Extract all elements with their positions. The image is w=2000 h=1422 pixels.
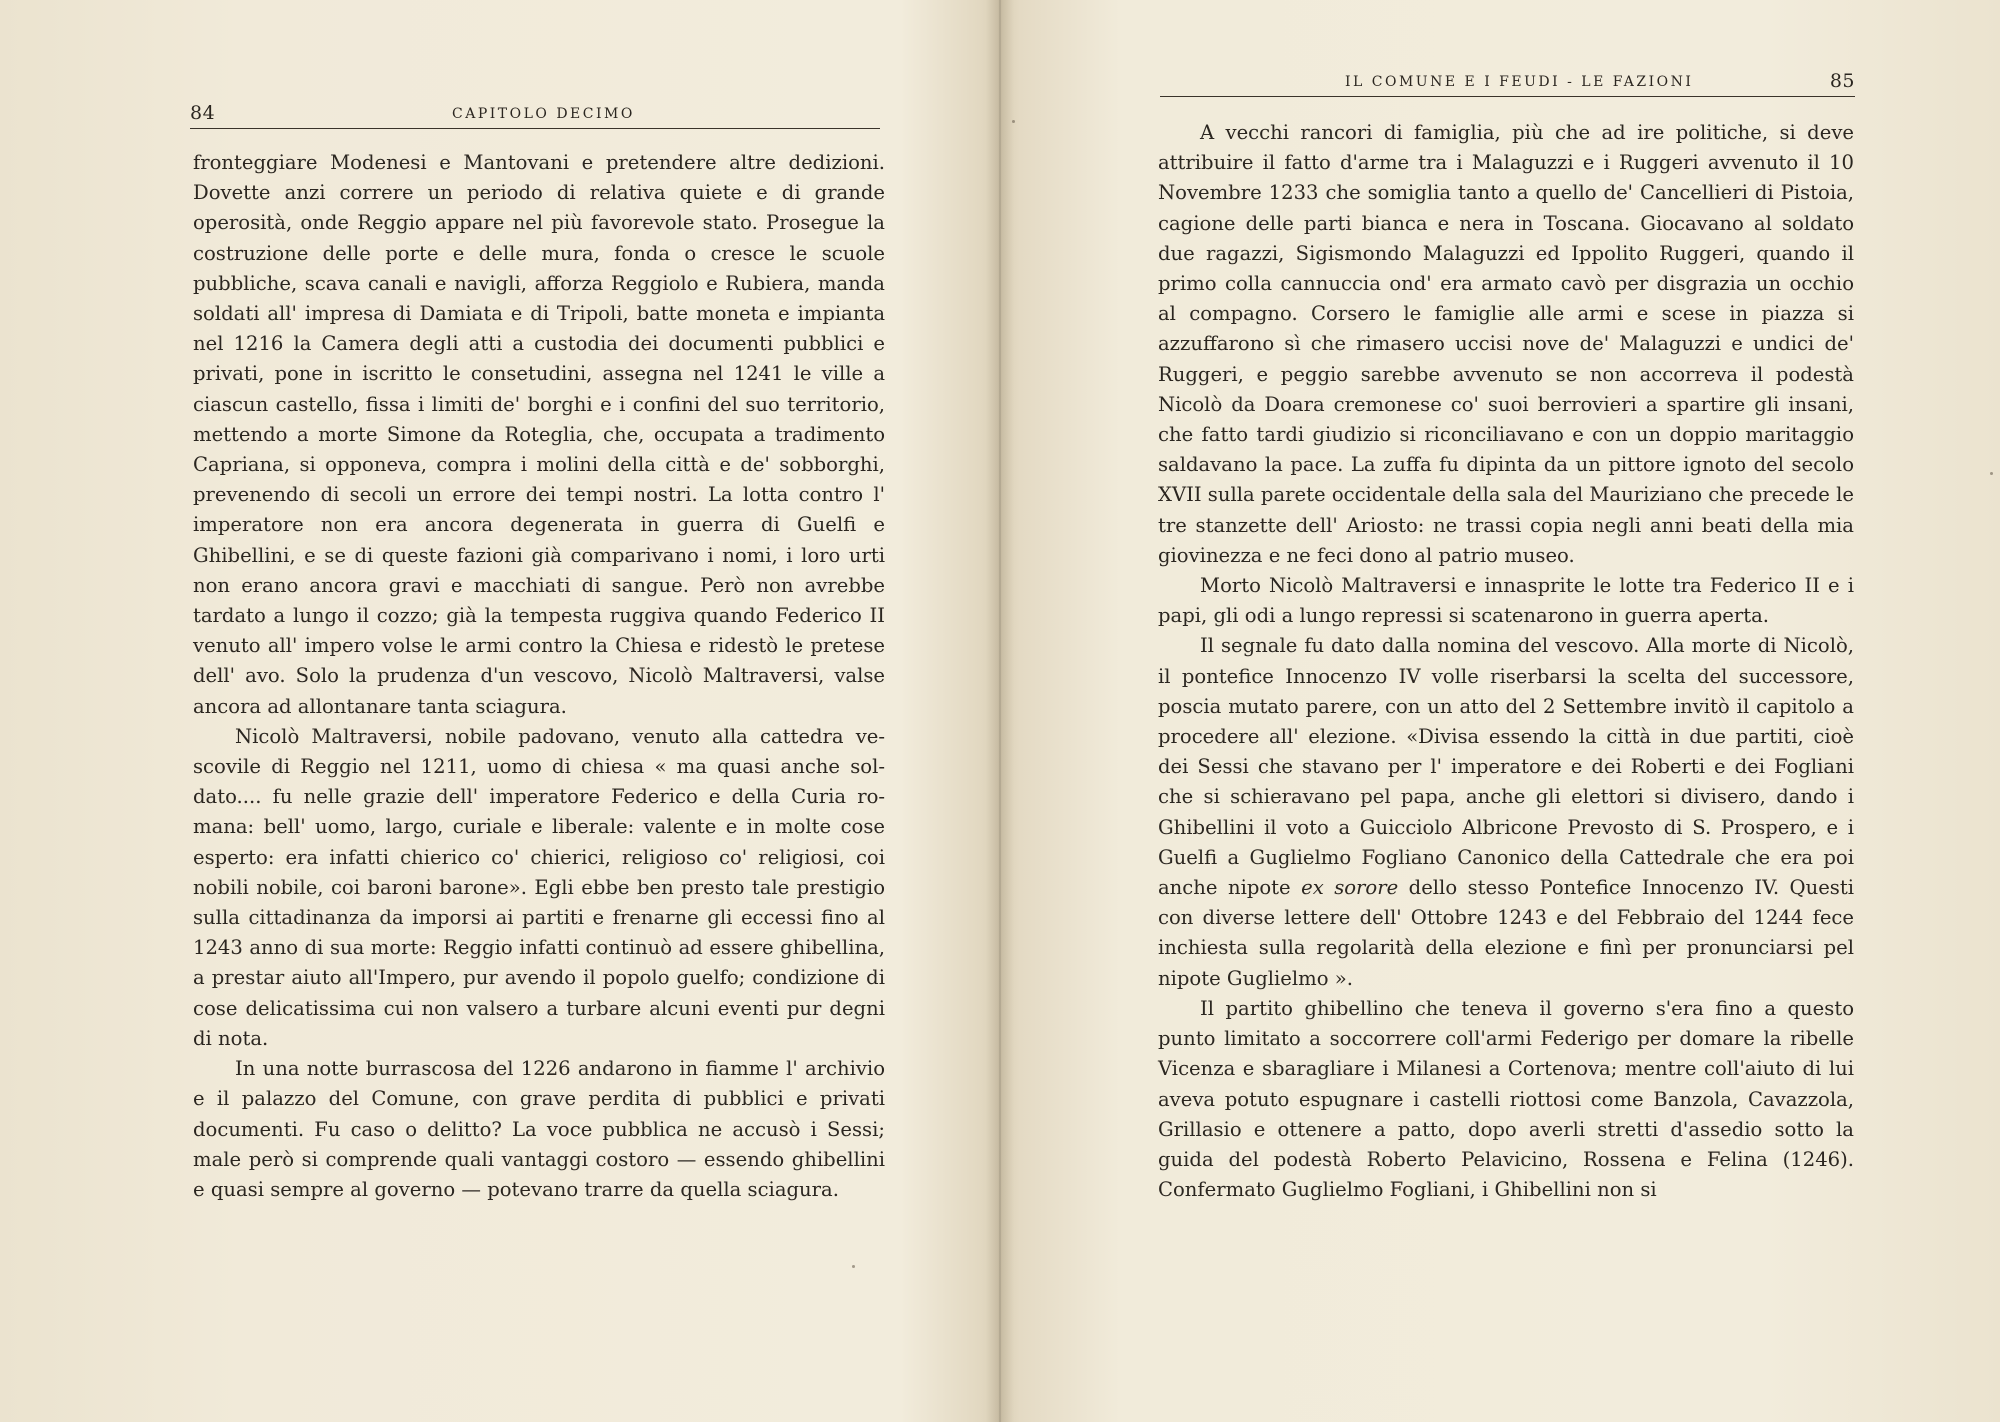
- paper-speck: [852, 1265, 855, 1268]
- right-body-text: [1158, 118, 1854, 1205]
- right-paragraph-1: A vecchi rancori di famiglia, più che ad ire politiche, si deve attribuire il fatto d'arme tra i Malaguzzi e i Ruggeri avvenuto il 10 Novembre 1233 che somiglia tanto a quello de' Cancellieri di Pistoia, cagione delle parti bianca e nera in Toscana. Giocavano al soldato due ragazzi, Sigismondo Malaguzzi ed Ippolito Ruggeri, quando il primo colla cannuccia ond' era armato cavò per disgrazia un occhio al compagno. Corsero le famiglie alle armi e scese in piazza si azzuffarono sì che rimasero uccisi nove de' Malaguzzi e undici de' Ruggeri, e peggio sarebbe avvenuto se non accorreva il podestà Nicolò da Doara cremonese co' suoi berrovieri a spartire gli insani, che fatto tardi giudizio si riconciliavano e con un doppio maritaggio saldavano la pace. La zuffa fu dipinta da un pittore ignoto del secolo XVII sulla parete occidentale della sala del Mauriziano che precede le tre stanzette dell' Ariosto: ne trassi copia negli anni beati della mia giovinezza e ne feci dono al patrio museo.: [1158, 121, 1854, 567]
- left-paragraph-3: In una notte burrascosa del 1226 andarono in fiamme l' archivio e il palazzo del Comune, con grave perdita di pubblici e privati documenti. Fu caso o delitto? La voce pubblica ne accusò i Sessi; male però si comprende quali vantaggi costoro — essendo ghibellini e quasi sempre al governo — potevano trarre da quella sciagura.: [193, 1057, 885, 1201]
- left-running-title: CAPITOLO DECIMO: [452, 106, 635, 122]
- right-page-number: 85: [1829, 70, 1855, 92]
- left-page: [0, 0, 990, 1422]
- left-body-text: [193, 148, 885, 1205]
- left-page-header: [190, 88, 880, 129]
- italic-ex-sorore: ex sorore: [1301, 876, 1399, 900]
- left-page-number: 84: [190, 102, 216, 124]
- right-page-header: [1160, 56, 1855, 97]
- right-page: [1010, 0, 2000, 1422]
- right-paragraph-4: Il partito ghibellino che teneva il governo s'era fino a questo punto limitato a soccorrere coll'armi Federigo per domare la ribelle Vicenza e sbaragliare i Milanesi a Cortenova; mentre coll'aiuto di lui aveva potuto espugnare i castelli riottosi come Banzola, Cavazzola, Grillasio e ottenere a patto, dopo averli stretti d'assedio sotto la guida del podestà Roberto Pelavicino, Rossena e Felina (1246). Confermato Guglielmo Fogliani, i Ghibellini non si: [1158, 996, 1854, 1202]
- left-paragraph-2: Nicolò Maltraversi, nobile padovano, venuto alla cattedra vescovile di Reggio nel 1211, uomo di chiesa « ma quasi anche soldato.... fu nelle grazie dell' imperatore Federico e della Curia romana: bell' uomo, largo, curiale e liberale: valente e in molte cose esperto: era infatti chierico co' chierici, religioso co' religiosi, coi nobili nobile, coi baroni barone». Egli ebbe ben presto tale prestigio sulla cittadinanza da imporsi ai partiti e frenarne gli eccessi fino al 1243 anno di sua morte: Reggio infatti continuò ad essere ghibellina, a prestar aiuto all'Impero, pur avendo il popolo guelfo; condizione di cose delicatissima cui non valsero a turbare alcuni eventi pur degni di nota.: [193, 724, 885, 1050]
- right-running-title: IL COMUNE E I FEUDI - LE FAZIONI: [1345, 74, 1694, 90]
- paper-speck: [1990, 472, 1993, 475]
- paper-speck: [1012, 120, 1015, 123]
- right-paragraph-3-text: Il segnale fu dato dalla nomina del vescovo. Alla morte di Nicolò, il pontefice Innocenzo IV volle riserbarsi la scelta del successore, poscia mutato parere, con un atto del 2 Settembre invitò il capitolo a procedere all' elezione. «Divisa essendo la città in due partiti, cioè dei Sessi che stavano per l' imperatore e dei Roberti e dei Fogliani che si schieravano pel papa, anche gli elettori si divisero, dando i Ghibellini il voto a Guicciolo Albricone Prevosto di S. Prospero, e i Guelfi a Guglielmo Fogliano Canonico della Cattedrale che era poi anche nipote: [1158, 634, 1854, 900]
- right-paragraph-3-tail: dello stesso Pontefice Innocenzo IV. Questi con diverse lettere dell' Ottobre 1243 e del Febbraio del 1244 fece inchiesta sulla regolarità della elezione e finì per pronunciarsi pel nipote Guglielmo ».: [1158, 876, 1854, 990]
- left-paragraph-1: fronteggiare Modenesi e Mantovani e pretendere altre dedizioni. Dovette anzi correre un periodo di relativa quiete e di grande operosità, onde Reggio appare nel più favorevole stato. Prosegue la costruzione delle porte e delle mura, fonda o cresce le scuole pubbliche, scava canali e navigli, afforza Reggiolo e Rubiera, manda soldati all' impresa di Damiata e di Tripoli, batte moneta e impianta nel 1216 la Camera degli atti a custodia dei documenti pubblici e privati, pone in iscritto le consetudini, assegna nel 1241 le ville a ciascun castello, fissa i limiti de' borghi e i confini del suo territorio, mettendo a morte Simone da Roteglia, che, occupata a tradimento Capriana, si opponeva, compra i molini della città e de' sobborghi, prevenendo di secoli un errore dei tempi nostri. La lotta contro l' imperatore non era ancora degenerata in guerra di Guelfi e Ghibellini, e se di queste fazioni già comparivano i nomi, i loro urti non erano ancora gravi e macchiati di sangue. Però non avrebbe tardato a lungo il cozzo; già la tempesta ruggiva quando Federico II venuto all' impero volse le armi contro la Chiesa e ridestò le pretese dell' avo. Solo la prudenza d'un vescovo, Nicolò Maltraversi, valse ancora ad allontanare tanta sciagura.: [193, 151, 885, 718]
- right-paragraph-3: [1158, 631, 1854, 993]
- right-paragraph-2: Morto Nicolò Maltraversi e innasprite le lotte tra Federico II e i papi, gli odi a lungo repressi si scatenarono in guerra aperta.: [1158, 574, 1854, 628]
